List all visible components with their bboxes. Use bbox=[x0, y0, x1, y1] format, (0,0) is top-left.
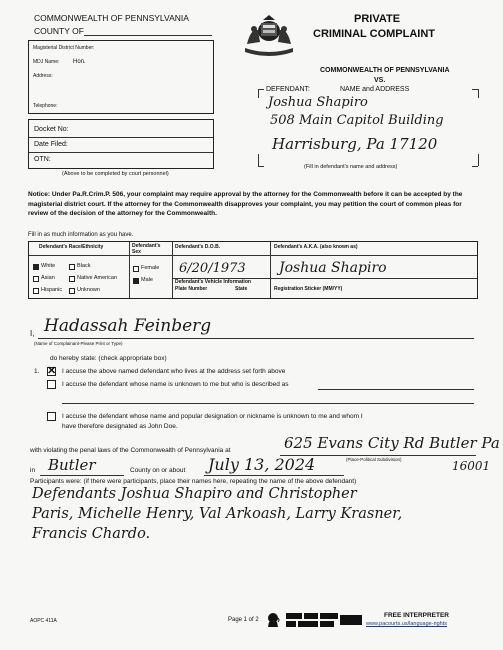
race-native-american-checkbox[interactable] bbox=[69, 276, 75, 282]
state-label: State bbox=[235, 286, 248, 292]
race-white-label: White bbox=[41, 263, 56, 269]
complainant-prefix: I, bbox=[30, 329, 35, 338]
docket-box bbox=[28, 119, 214, 169]
name-address-label: NAME and ADDRESS bbox=[340, 86, 410, 93]
defendant-info-table bbox=[28, 241, 478, 299]
option3-checkbox[interactable] bbox=[47, 412, 56, 421]
page-number: Page 1 of 2 bbox=[228, 617, 259, 623]
interpreter-link[interactable]: www.pacourts.us/language-rights bbox=[366, 621, 448, 627]
defendant-label: DEFENDANT: bbox=[266, 86, 310, 93]
date-filed-label: Date Filed: bbox=[34, 141, 68, 148]
option1-text: I accuse the above named defendant who lives at the address set forth above bbox=[62, 368, 286, 375]
defendant-name: Joshua Shapiro bbox=[268, 95, 368, 110]
violation-place: 625 Evans City Rd Butler Pa bbox=[284, 434, 500, 452]
offense-date: July 13, 2024 bbox=[208, 455, 316, 474]
telephone-label: Telephone: bbox=[33, 103, 58, 109]
notice-text: Notice: Under Pa.R.Crim.P. 506, your complaint may require approval by the attorney for the Commonwealth before it can be accepted by the magisterial district court. If the attorney for the Commonwealth disapproves your complaint, you may petition the court of common pleas for review of the decision of the attorney for the Commonwealth. bbox=[28, 191, 463, 217]
defendant-address-line2: Harrisburg, Pa 17120 bbox=[272, 135, 438, 153]
race-hispanic-label: Hispanic bbox=[41, 287, 63, 293]
participants-line3: Francis Chardo. bbox=[32, 526, 151, 542]
pennsylvania-seal-icon bbox=[241, 14, 297, 56]
registration-label: Registration Sticker (MM/YY) bbox=[274, 286, 343, 292]
court-personnel-note: (Above to be completed by court personnel) bbox=[62, 171, 169, 177]
sex-male-label: Male bbox=[141, 277, 153, 283]
race-hispanic-checkbox[interactable] bbox=[33, 288, 39, 294]
race-black-label: Black bbox=[77, 263, 91, 269]
vs-commonwealth: COMMONWEALTH OF PENNSYLVANIA bbox=[320, 67, 450, 74]
sex-female-checkbox[interactable] bbox=[133, 266, 139, 272]
state-line: do hereby state: (check appropriate box) bbox=[50, 355, 167, 362]
race-header: Defendant's Race/Ethnicity bbox=[39, 244, 104, 250]
otn-label: OTN: bbox=[34, 156, 51, 163]
interpreter-head-icon bbox=[266, 612, 282, 628]
vs-label: VS. bbox=[374, 77, 386, 84]
race-unknown-label: Unknown bbox=[77, 287, 100, 293]
district-label: Magisterial District Number: bbox=[33, 45, 95, 51]
title-line1: PRIVATE bbox=[354, 13, 401, 25]
race-black-checkbox[interactable] bbox=[69, 264, 75, 270]
docket-label: Docket No: bbox=[34, 126, 69, 133]
in-label: in bbox=[30, 467, 36, 474]
dob-header: Defendant's D.O.B. bbox=[175, 244, 221, 250]
complainant-caption: (Name of Complainant-Please Print or Type) bbox=[34, 341, 123, 346]
item-number: 1. bbox=[34, 368, 40, 375]
mdj-label: MDJ Name: bbox=[33, 59, 60, 65]
vehicle-header: Defendant's Vehicle Information bbox=[175, 279, 251, 285]
mdj-value: Hon. bbox=[73, 59, 86, 65]
option3-text-line1: I accuse the defendant whose name and popular designation or nickname is unknown to me and whom I bbox=[62, 413, 363, 420]
fill-in-intro: Fill in as much information as you have. bbox=[28, 232, 134, 238]
sex-male-checkbox[interactable] bbox=[133, 278, 139, 284]
race-native-american-label: Native American bbox=[77, 275, 118, 281]
complainant-name: Hadassah Feinberg bbox=[44, 316, 212, 336]
participants-line2: Paris, Michelle Henry, Val Arkoash, Larry Krasner, bbox=[32, 506, 403, 522]
sex-header: Defendant's Sex bbox=[132, 243, 161, 255]
race-asian-label: Asian bbox=[41, 275, 55, 281]
court-info-box bbox=[28, 40, 214, 114]
fill-defendant-note: (Fill in defendant's name and address) bbox=[304, 164, 398, 170]
form-code: AOPC 411A bbox=[30, 618, 57, 624]
dob-value: 6/20/1973 bbox=[179, 261, 246, 276]
option3-text-line2: have therefore designated as John Doe. bbox=[62, 423, 178, 430]
option2-text: I accuse the defendant whose name is unknown to me but who is described as bbox=[62, 381, 289, 388]
aka-value: Joshua Shapiro bbox=[279, 260, 387, 276]
language-logos-icon bbox=[286, 612, 364, 628]
violation-zip: 16001 bbox=[452, 459, 491, 473]
plate-label: Plate Number bbox=[175, 286, 208, 292]
address-label: Address: bbox=[33, 73, 53, 79]
participants-label: Participants were: (if there were participants, place their names here, repeating the name of the above defendant) bbox=[30, 478, 357, 485]
title-line2: CRIMINAL COMPLAINT bbox=[313, 28, 436, 40]
interpreter-title: FREE INTERPRETER bbox=[384, 612, 450, 619]
place-caption: (Place-Political Subdivision) bbox=[346, 457, 402, 462]
commonwealth-heading: COMMONWEALTH OF PENNSYLVANIA bbox=[34, 13, 189, 23]
county-line bbox=[84, 35, 212, 36]
race-asian-checkbox[interactable] bbox=[33, 276, 39, 282]
option2-checkbox[interactable] bbox=[47, 380, 56, 389]
sex-female-label: Female bbox=[141, 265, 160, 271]
aka-header: Defendant's A.K.A. (also known as) bbox=[274, 244, 358, 250]
county-label: COUNTY OF bbox=[34, 26, 84, 36]
county-on-about-label: County on or about bbox=[130, 467, 186, 474]
defendant-address-line1: 508 Main Capitol Building bbox=[270, 113, 444, 128]
violation-lead: with violating the penal laws of the Commonwealth of Pennsylvania at bbox=[30, 447, 231, 454]
race-unknown-checkbox[interactable] bbox=[69, 288, 75, 294]
option1-checkbox[interactable] bbox=[47, 367, 56, 376]
participants-line1: Defendants Joshua Shapiro and Christopher bbox=[32, 486, 357, 502]
county-value: Butler bbox=[48, 456, 96, 474]
race-white-checkbox[interactable] bbox=[33, 264, 39, 270]
